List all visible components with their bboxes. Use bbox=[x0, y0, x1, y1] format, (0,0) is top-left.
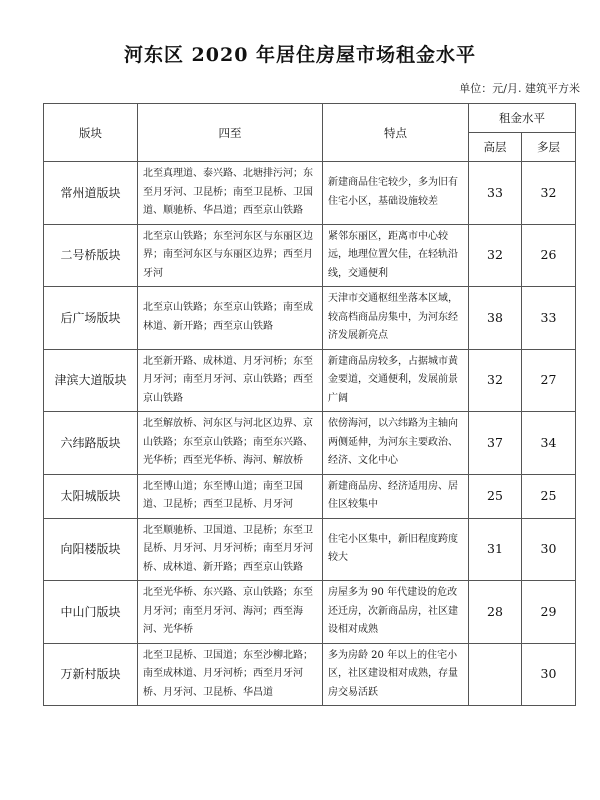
block-name: 后广场版块 bbox=[44, 287, 138, 350]
rent-high-rise: 37 bbox=[469, 412, 522, 475]
rent-multi-story: 30 bbox=[522, 518, 576, 581]
block-boundary: 北至真理道、泰兴路、北塘排污河；东至月牙河、卫昆桥；南至卫昆桥、卫国道、顺驰桥、华昌道；西至京山铁路 bbox=[138, 162, 323, 225]
rent-high-rise: 25 bbox=[469, 474, 522, 518]
block-boundary: 北至新开路、成林道、月牙河桥；东至月牙河；南至月牙河、京山铁路；西至京山铁路 bbox=[138, 349, 323, 412]
header-rent-level: 租金水平 bbox=[469, 104, 576, 133]
block-features: 新建商品住宅较少，多为旧有住宅小区，基础设施较差 bbox=[323, 162, 469, 225]
table-row bbox=[44, 349, 576, 412]
block-name: 向阳楼版块 bbox=[44, 518, 138, 581]
block-features: 紧邻东丽区，距离市中心较远，地理位置欠佳，在轻轨沿线，交通便利 bbox=[323, 224, 469, 287]
block-boundary: 北至顺驰桥、卫国道、卫昆桥；东至卫昆桥、月牙河、月牙河桥；南至月牙河桥、成林道、新开路；西至京山铁路 bbox=[138, 518, 323, 581]
header-multi-story: 多层 bbox=[522, 133, 576, 162]
rent-high-rise: 31 bbox=[469, 518, 522, 581]
block-boundary: 北至京山铁路；东至河东区与东丽区边界；南至河东区与东丽区边界；西至月牙河 bbox=[138, 224, 323, 287]
table-row bbox=[44, 581, 576, 644]
rent-multi-story: 34 bbox=[522, 412, 576, 475]
block-features: 住宅小区集中，新旧程度跨度较大 bbox=[323, 518, 469, 581]
table-row bbox=[44, 518, 576, 581]
block-name: 中山门版块 bbox=[44, 581, 138, 644]
header-features: 特点 bbox=[323, 104, 469, 162]
unit-note: 单位：元/月. 建筑平方米 bbox=[459, 82, 580, 95]
rent-multi-story: 29 bbox=[522, 581, 576, 644]
rent-multi-story: 26 bbox=[522, 224, 576, 287]
block-boundary: 北至博山道；东至博山道；南至卫国道、卫昆桥；西至卫昆桥、月牙河 bbox=[138, 474, 323, 518]
header-high-rise: 高层 bbox=[469, 133, 522, 162]
rent-multi-story: 30 bbox=[522, 643, 576, 706]
block-name: 万新村版块 bbox=[44, 643, 138, 706]
rent-high-rise: 32 bbox=[469, 349, 522, 412]
rent-high-rise bbox=[469, 643, 522, 706]
block-features: 房屋多为 90 年代建设的危改还迁房，次新商品房，社区建设相对成熟 bbox=[323, 581, 469, 644]
rent-high-rise: 38 bbox=[469, 287, 522, 350]
block-name: 太阳城版块 bbox=[44, 474, 138, 518]
page-title: 河东区 2020 年居住房屋市场租金水平 bbox=[123, 44, 477, 66]
table-row bbox=[44, 474, 576, 518]
block-name: 常州道版块 bbox=[44, 162, 138, 225]
block-boundary: 北至卫昆桥、卫国道；东至沙柳北路；南至成林道、月牙河桥；西至月牙河桥、月牙河、卫昆桥、华昌道 bbox=[138, 643, 323, 706]
rent-table bbox=[43, 103, 576, 706]
header-block: 版块 bbox=[44, 104, 138, 162]
block-name: 津滨大道版块 bbox=[44, 349, 138, 412]
block-name: 六纬路版块 bbox=[44, 412, 138, 475]
rent-multi-story: 27 bbox=[522, 349, 576, 412]
block-features: 依傍海河，以六纬路为主轴向两侧延伸，为河东主要政治、经济、文化中心 bbox=[323, 412, 469, 475]
header-boundary: 四至 bbox=[138, 104, 323, 162]
table-row bbox=[44, 412, 576, 475]
block-boundary: 北至京山铁路；东至京山铁路；南至成林道、新开路；西至京山铁路 bbox=[138, 287, 323, 350]
block-features: 天津市交通枢纽坐落本区域，较高档商品房集中，为河东经济发展新亮点 bbox=[323, 287, 469, 350]
block-boundary: 北至解放桥、河东区与河北区边界、京山铁路；东至京山铁路；南至东兴路、光华桥；西至光华桥、海河、解放桥 bbox=[138, 412, 323, 475]
block-features: 多为房龄 20 年以上的住宅小区，社区建设相对成熟，存量房交易活跃 bbox=[323, 643, 469, 706]
table-row bbox=[44, 287, 576, 350]
table-row bbox=[44, 643, 576, 706]
block-features: 新建商品房、经济适用房、居住区较集中 bbox=[323, 474, 469, 518]
rent-high-rise: 28 bbox=[469, 581, 522, 644]
block-boundary: 北至光华桥、东兴路、京山铁路；东至月牙河；南至月牙河、海河；西至海河、光华桥 bbox=[138, 581, 323, 644]
rent-high-rise: 33 bbox=[469, 162, 522, 225]
table-row bbox=[44, 224, 576, 287]
block-features: 新建商品房较多，占据城市黄金要道，交通便利，发展前景广阔 bbox=[323, 349, 469, 412]
rent-multi-story: 33 bbox=[522, 287, 576, 350]
rent-high-rise: 32 bbox=[469, 224, 522, 287]
rent-multi-story: 25 bbox=[522, 474, 576, 518]
table-row bbox=[44, 162, 576, 225]
block-name: 二号桥版块 bbox=[44, 224, 138, 287]
rent-multi-story: 32 bbox=[522, 162, 576, 225]
